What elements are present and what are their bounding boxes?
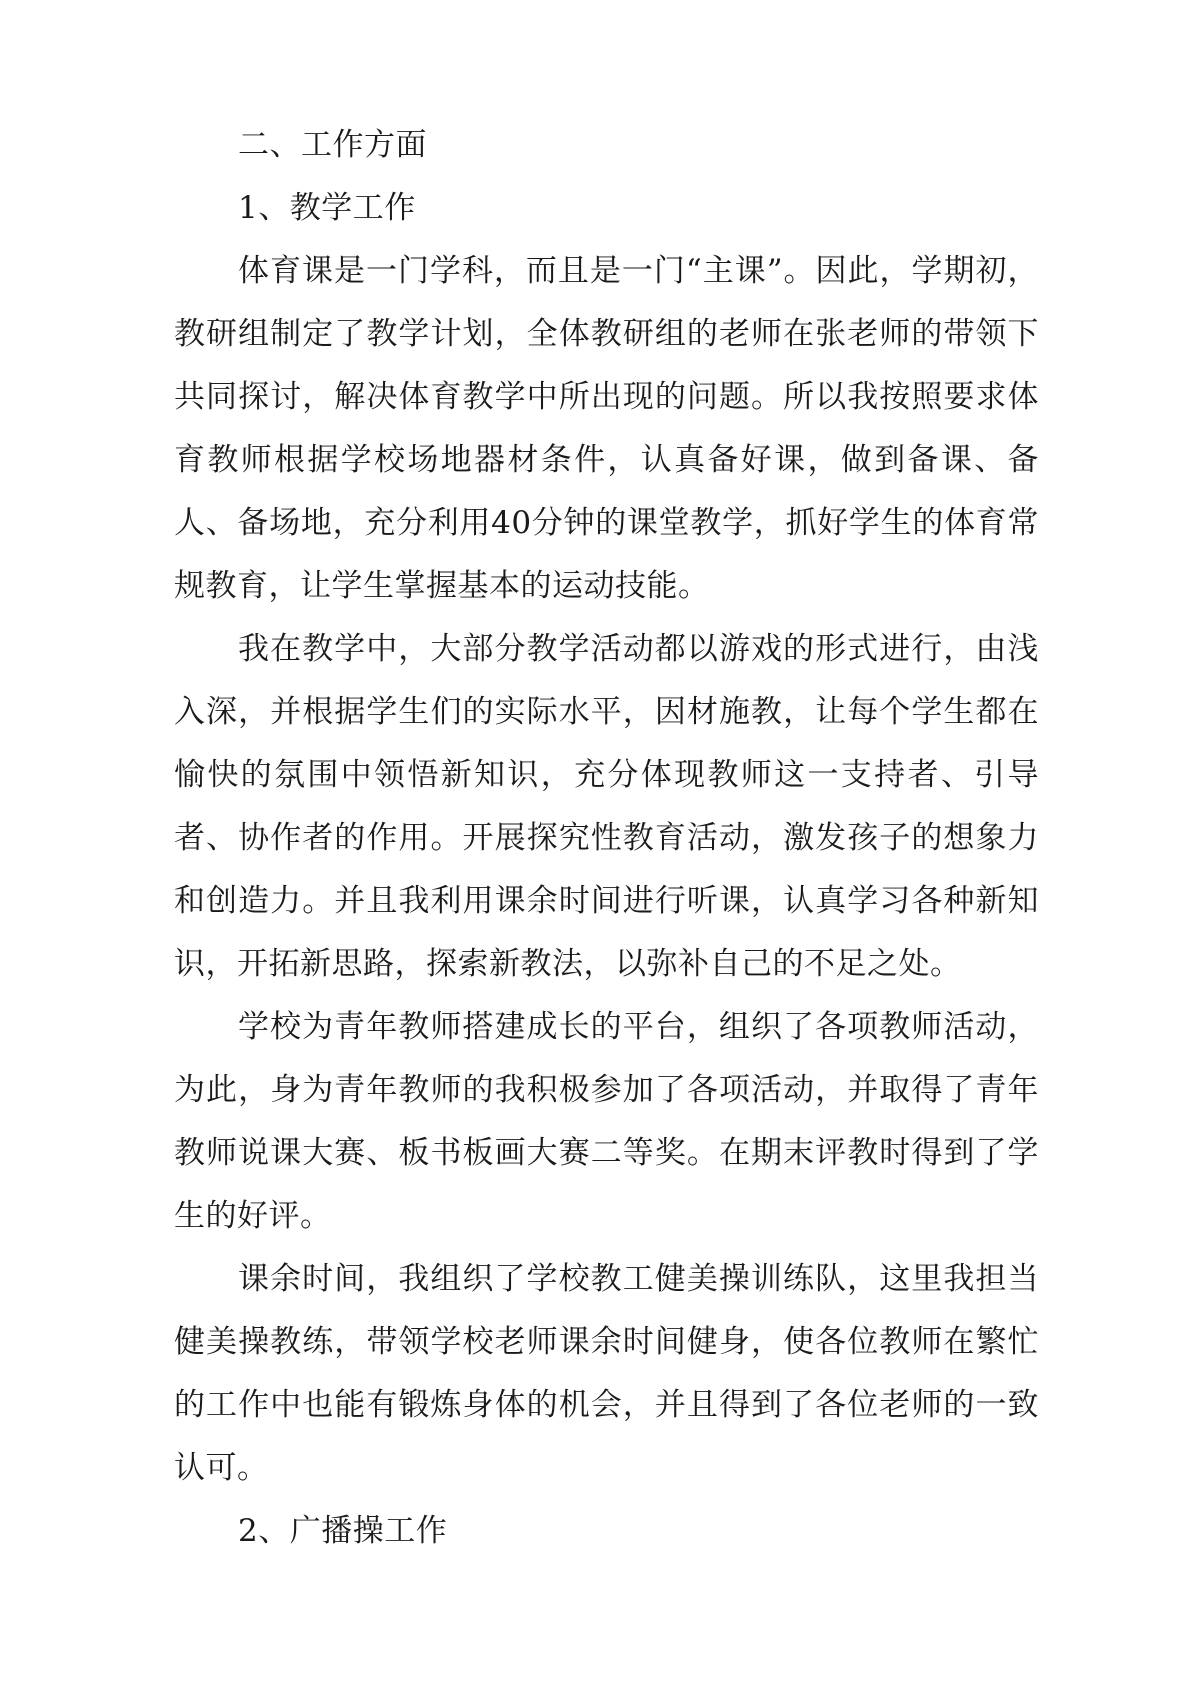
subheading-broadcast-exercise: 2、广播操工作 (238, 1513, 448, 1549)
paragraph: 我在教学中，大部分教学活动都以游戏的形式进行，由浅入深，并根据学生们的实际水平，因材施教，让每个学生都在愉快的氛围中领悟新知识，充分体现教师这一支持者、引导者、协作者的作用。开展探究性教育活动，激发孩子的想象力和创造力。并且我利用课余时间进行听课，认真学习各种新知识，开拓新思路，探索新教法，以弥补自己的不足之处。 (174, 631, 1039, 982)
subheading-teaching-work: 1、教学工作 (238, 190, 416, 226)
document-body (174, 114, 1039, 1563)
paragraph: 课余时间，我组织了学校教工健美操训练队，这里我担当健美操教练，带领学校老师课余时间健身，使各位教师在繁忙的工作中也能有锻炼身体的机会，并且得到了各位老师的一致认可。 (174, 1261, 1039, 1486)
section-heading: 二、工作方面 (238, 127, 427, 163)
paragraph: 体育课是一门学科，而且是一门“主课”。因此，学期初，教研组制定了教学计划，全体教研组的老师在张老师的带领下共同探讨，解决体育教学中所出现的问题。所以我按照要求体育教师根据学校场地器材条件，认真备好课，做到备课、备人、备场地，充分利用40分钟的课堂教学，抓好学生的体育常规教育，让学生掌握基本的运动技能。 (174, 253, 1039, 604)
paragraph: 学校为青年教师搭建成长的平台，组织了各项教师活动，为此，身为青年教师的我积极参加了各项活动，并取得了青年教师说课大赛、板书板画大赛二等奖。在期末评教时得到了学生的好评。 (174, 1009, 1039, 1234)
